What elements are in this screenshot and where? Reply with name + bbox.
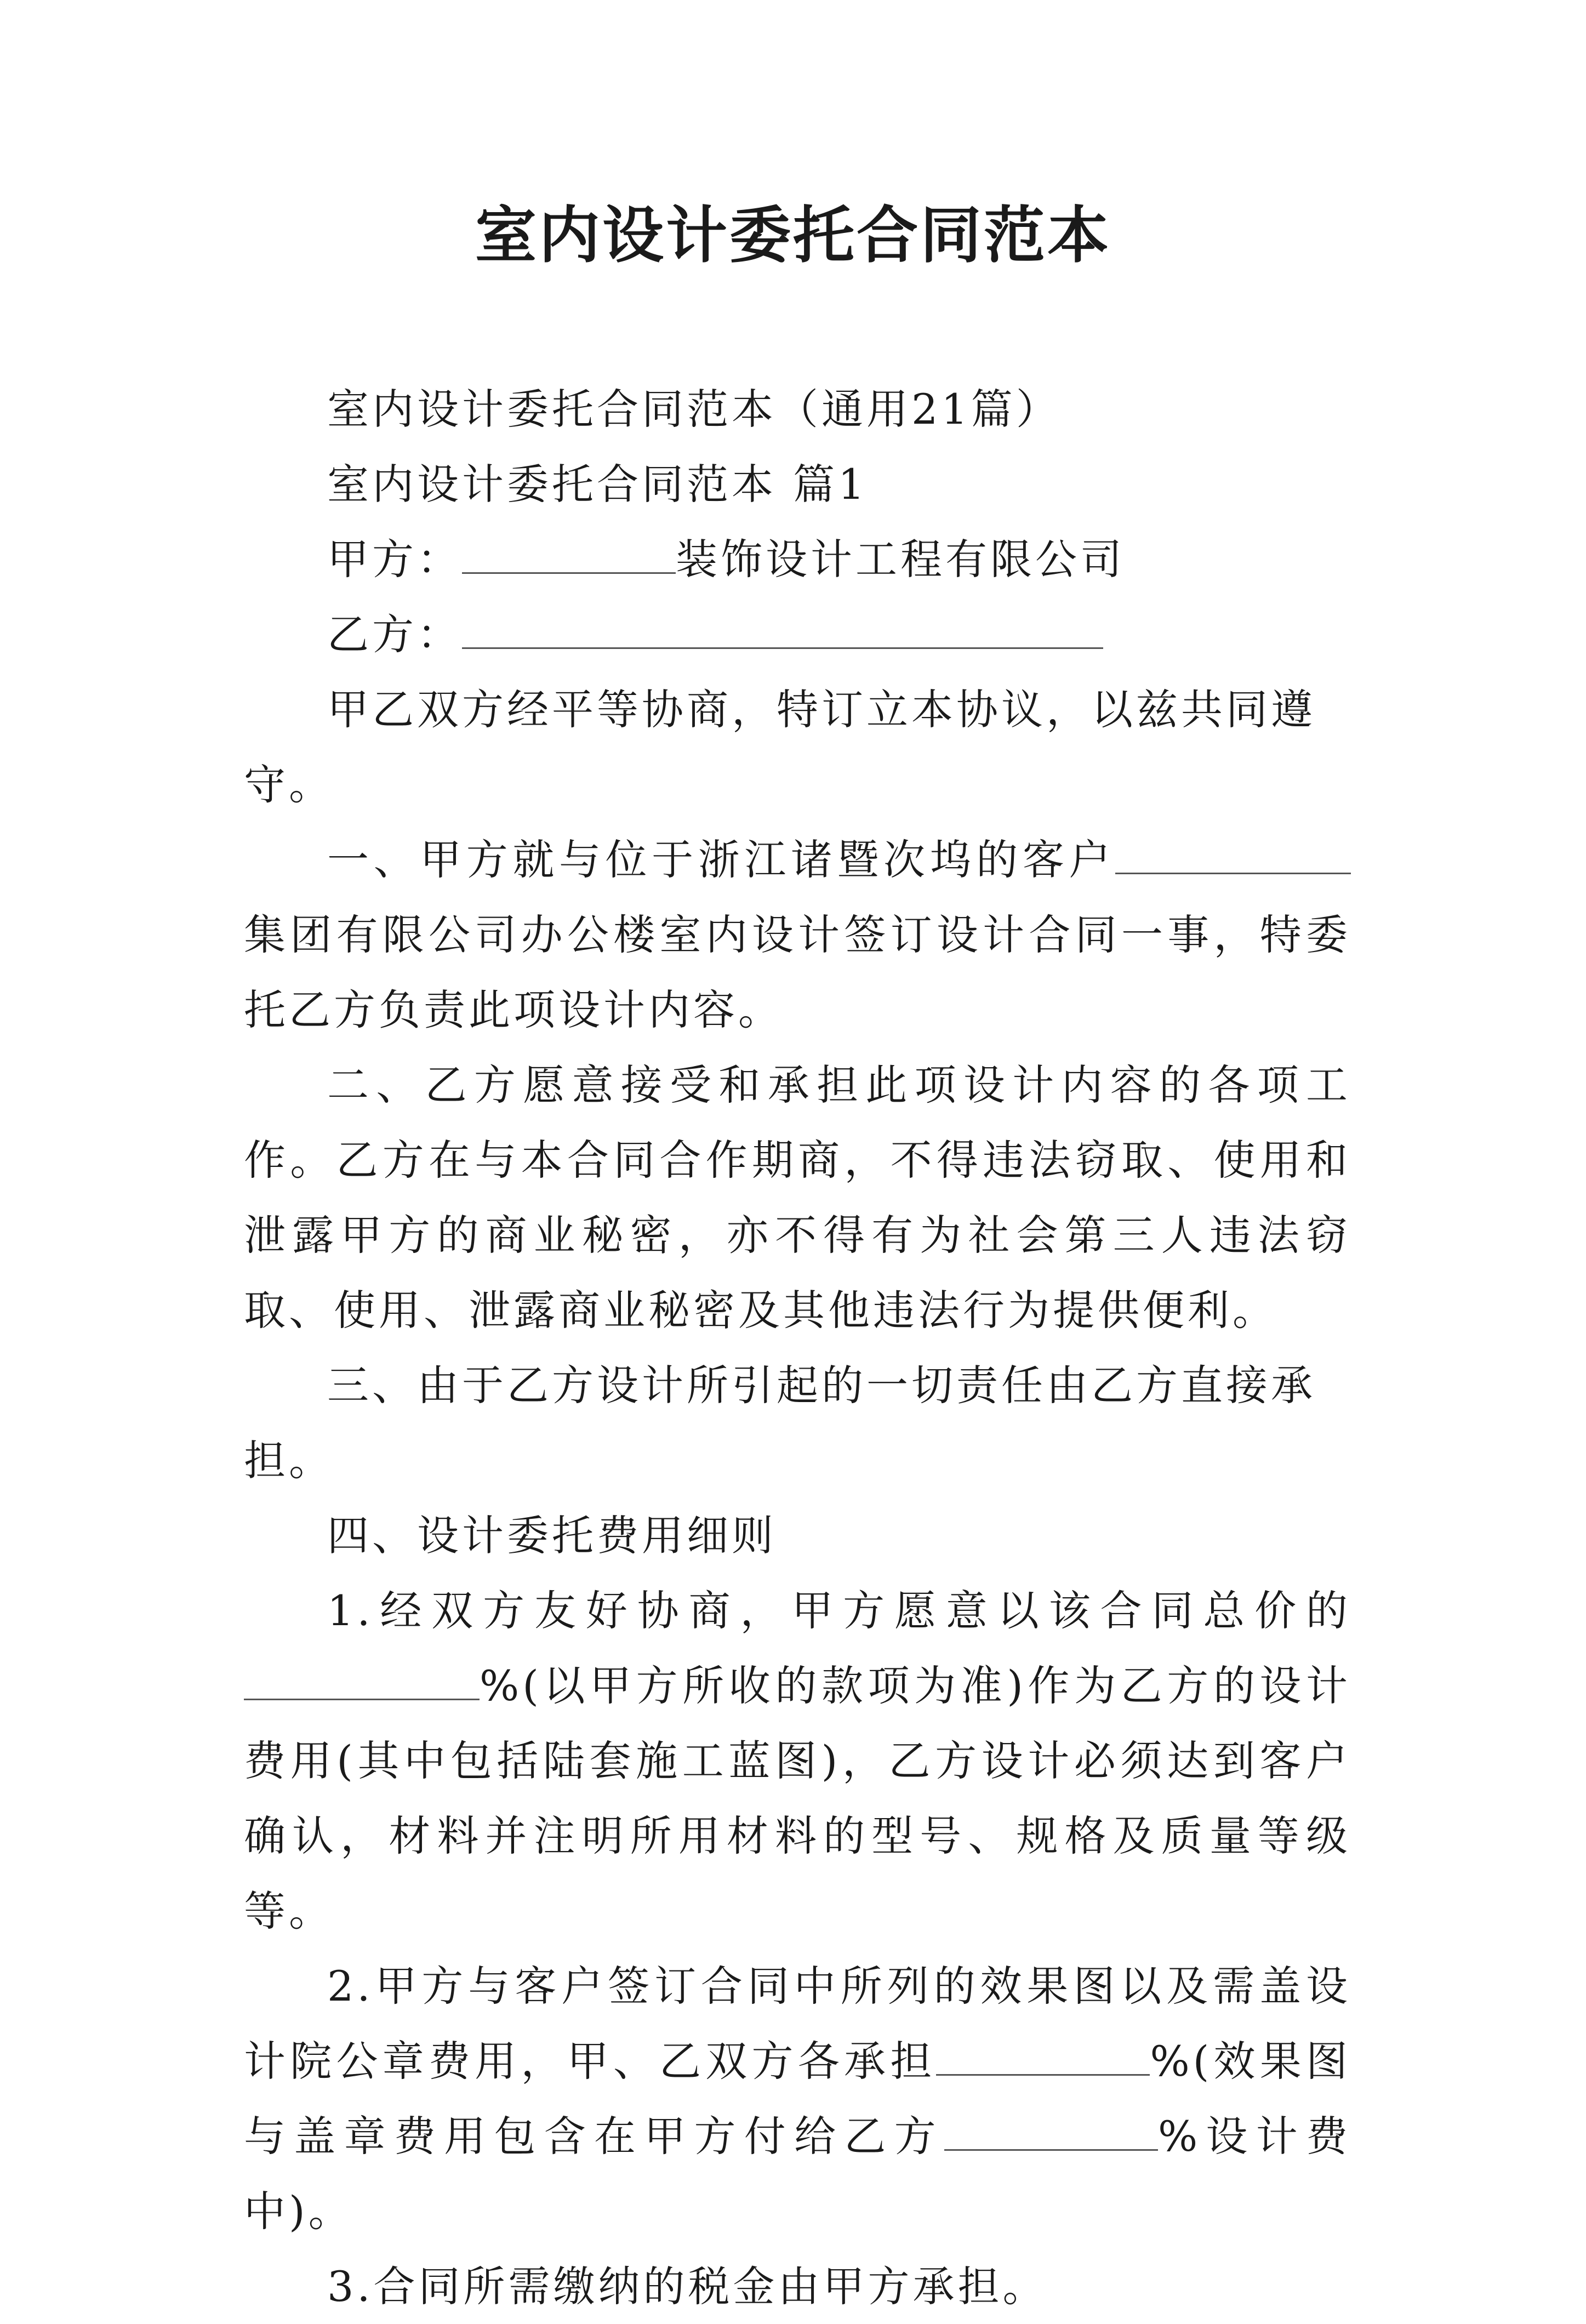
party-b-line [244, 597, 1351, 672]
intro-paragraph: 甲乙双方经平等协商，特订立本协议，以兹共同遵守。 [244, 685, 1316, 809]
clause-2: 二、乙方愿意接受和承担此项设计内容的各项工作。乙方在与本合同合作期商，不得违法窃取、使用和泄露甲方的商业秘密，亦不得有为社会第三人违法窃取、使用、泄露商业秘密及其他违法行为提供便利。 [244, 1061, 1351, 1335]
clause-1-text-b: 集团有限公司办公楼室内设计签订设计合同一事，特委托乙方负责此项设计内容。 [244, 910, 1351, 1034]
clause-4: 四、设计委托费用细则 [327, 1511, 777, 1560]
item-1-blank [244, 1660, 480, 1700]
item-2-blank-1 [936, 2036, 1150, 2076]
clause-3: 三、由于乙方设计所引起的一切责任由乙方直接承担。 [244, 1361, 1316, 1485]
section-heading: 室内设计委托合同范本 篇1 [327, 460, 868, 509]
document-body [244, 372, 1351, 2324]
party-b-label: 乙方： [327, 610, 462, 659]
clause-1 [244, 822, 1351, 1047]
item-2 [244, 1949, 1351, 2249]
subtitle: 室内设计委托合同范本（通用21篇） [327, 385, 1061, 434]
document-title: 室内设计委托合同范本 [475, 200, 1111, 271]
item-2-blank-2 [944, 2111, 1158, 2151]
party-a-label: 甲方： [327, 535, 462, 584]
clause-1-text-a: 一、甲方就与位于浙江诸暨次坞的客户 [327, 835, 1115, 884]
item-1-text-b: %(以甲方所收的款项为准)作为乙方的设计费用(其中包括陆套施工蓝图)，乙方设计必须达到客户确认，材料并注明所用材料的型号、规格及质量等级等。 [244, 1661, 1351, 1935]
item-2-text-a: 2.甲方与客户签订合同中所列的效果图以及需盖设计院公章费用，甲、乙双方各承担 [244, 1962, 1351, 2086]
party-a-blank [462, 534, 676, 574]
item-3: 3.合同所需缴纳的税金由甲方承担。 [327, 2262, 1048, 2311]
item-2-text-b: %(效果图与盖章费用包含在甲方付给乙方 [244, 2037, 1351, 2161]
clause-1-blank [1115, 834, 1351, 874]
item-1 [244, 1573, 1351, 1949]
party-b-blank [462, 609, 1103, 649]
item-1-text-a: 1.经双方友好协商，甲方愿意以该合同总价的 [327, 1586, 1351, 1635]
party-a-suffix: 装饰设计工程有限公司 [676, 535, 1125, 584]
party-a-line [244, 522, 1351, 597]
item-2-text-c: %设计费中)。 [244, 2112, 1351, 2236]
